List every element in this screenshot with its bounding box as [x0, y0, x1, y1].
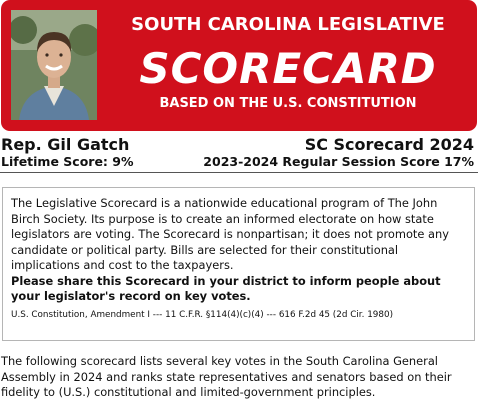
legislator-photo [11, 10, 97, 120]
legal-citation: U.S. Constitution, Amendment I --- 11 C.F.R. §114(4)(c)(4) --- 616 F.2d 45 (2d Cir. 1980) [11, 309, 394, 320]
info-description: The Legislative Scorecard is a nationwide educational program of The John Birch Society. Its purpose is to create an informed electorate on how state legislators are voting. The Scorecard is nonpartisan; it does not promote any candidate or political party. Bills are selected for their constitutional implications and cost to the taxpayers. [11, 196, 449, 272]
scorecard-title: SC Scorecard 2024 [304, 135, 474, 154]
legislator-name: Rep. Gil Gatch [1, 135, 130, 154]
legislator-header-row [0, 135, 478, 155]
score-row [0, 154, 478, 174]
banner-title-state: SOUTH CAROLINA LEGISLATIVE [131, 14, 445, 35]
scorecard-banner [1, 0, 477, 131]
banner-subtitle: BASED ON THE U.S. CONSTITUTION [159, 96, 417, 111]
banner-title-scorecard: SCORECARD [139, 44, 437, 93]
scorecard-info-box [2, 187, 475, 341]
session-score: 2023-2024 Regular Session Score 17% [203, 154, 474, 169]
lifetime-score: Lifetime Score: 9% [1, 154, 134, 169]
divider [0, 172, 478, 173]
portrait-photo [11, 10, 97, 120]
intro-paragraph: The following scorecard lists several key votes in the South Carolina General Assembly in 2024 and ranks state representatives and senators based on their fidelity to (U.S.) constitutional and limited-government principles. [1, 354, 452, 400]
info-call-to-action: Please share this Scorecard in your district to inform people about your legislator's record on key votes. [11, 273, 441, 303]
